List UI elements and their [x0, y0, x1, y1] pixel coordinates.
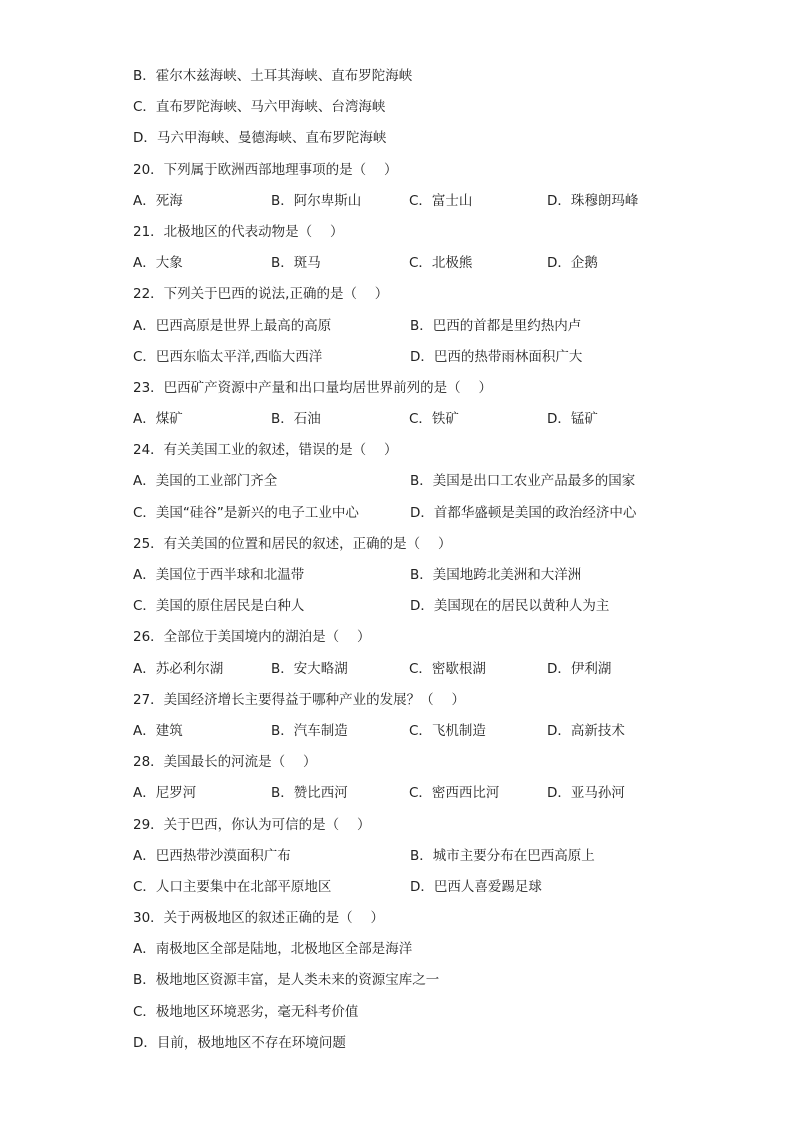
- option-item: C．北极熊: [409, 255, 473, 272]
- option-item: B．石油: [271, 411, 321, 428]
- option-row: [133, 721, 693, 752]
- text-line: 23．巴西矿产资源中产量和出口量均居世界前列的是（ ）: [133, 379, 492, 396]
- text-line: 24．有关美国工业的叙述，错误的是（ ）: [133, 442, 398, 459]
- option-item: D．亚马孙河: [547, 785, 625, 802]
- text-line: D．马六甲海峡、曼德海峡、直布罗陀海峡: [133, 130, 387, 147]
- option-item: D．巴西人喜爱踢足球: [410, 878, 542, 895]
- text-line: 28．美国最长的河流是（ ）: [133, 754, 317, 771]
- option-row: [133, 503, 693, 534]
- text-line: 30．关于两极地区的叙述正确的是（ ）: [133, 910, 384, 927]
- text-line: B．霍尔木兹海峡、土耳其海峡、直布罗陀海峡: [133, 68, 413, 84]
- option-item: A．煤矿: [133, 411, 183, 428]
- option-item: A．建筑: [133, 722, 183, 739]
- option-item: D．美国现在的居民以黄种人为主: [410, 598, 610, 615]
- text-line: C．直布罗陀海峡、马六甲海峡、台湾海峡: [133, 99, 386, 116]
- option-item: D．伊利湖: [547, 660, 612, 677]
- option-item: C．美国“硅谷”是新兴的电子工业中心: [133, 504, 359, 521]
- text-line: 27．美国经济增长主要得益于哪种产业的发展？（ ）: [133, 691, 465, 708]
- option-item: B．斑马: [271, 255, 321, 272]
- option-item: B．巴西的首都是里约热内卢: [410, 317, 582, 334]
- text-line: 26．全部位于美国境内的湖泊是（ ）: [133, 629, 371, 646]
- text-line: C．极地地区环境恶劣，毫无科考价值: [133, 1003, 359, 1020]
- option-item: B．赞比西河: [271, 785, 348, 802]
- option-item: B．安大略湖: [271, 660, 348, 677]
- option-item: A．死海: [133, 192, 183, 209]
- option-item: A．尼罗河: [133, 785, 197, 802]
- option-item: A．巴西热带沙漠面积广布: [133, 847, 291, 864]
- option-row: [133, 409, 693, 440]
- option-row: [133, 191, 693, 222]
- option-item: C．飞机制造: [409, 722, 486, 739]
- option-item: A．大象: [133, 255, 183, 272]
- option-item: D．锰矿: [547, 411, 598, 428]
- option-item: B．汽车制造: [271, 722, 348, 739]
- option-item: C．铁矿: [409, 411, 459, 428]
- option-item: B．城市主要分布在巴西高原上: [410, 847, 595, 864]
- option-item: B．阿尔卑斯山: [271, 192, 362, 209]
- option-item: B．美国是出口工农业产品最多的国家: [410, 473, 636, 490]
- option-row: [133, 565, 693, 596]
- option-row: [133, 783, 693, 814]
- option-item: C．密西西比河: [409, 785, 500, 802]
- exam-page: [133, 66, 693, 1064]
- option-item: A．苏必利尔湖: [133, 660, 224, 677]
- option-row: [133, 471, 693, 502]
- option-row: [133, 596, 693, 627]
- option-item: D．首都华盛顿是美国的政治经济中心: [410, 504, 637, 521]
- text-line: 25．有关美国的位置和居民的叙述，正确的是（ ）: [133, 535, 452, 552]
- text-line: A．南极地区全部是陆地，北极地区全部是海洋: [133, 941, 413, 958]
- option-item: A．巴西高原是世界上最高的高原: [133, 317, 332, 334]
- option-row: [133, 316, 693, 347]
- option-item: C．富士山: [409, 192, 473, 209]
- text-line: 22．下列关于巴西的说法,正确的是（ ）: [133, 286, 389, 303]
- option-item: D．企鹅: [547, 255, 598, 272]
- option-item: D．高新技术: [547, 722, 625, 739]
- option-item: D．珠穆朗玛峰: [547, 192, 639, 209]
- text-line: 29．关于巴西，你认为可信的是（ ）: [133, 816, 371, 833]
- option-row: [133, 659, 693, 690]
- text-line: 20．下列属于欧洲西部地理事项的是（ ）: [133, 161, 398, 178]
- option-row: [133, 347, 693, 378]
- text-line: D．目前，极地地区不存在环境问题: [133, 1034, 346, 1051]
- option-item: B．美国地跨北美洲和大洋洲: [410, 567, 582, 583]
- text-line: 21．北极地区的代表动物是（ ）: [133, 223, 344, 240]
- option-item: C．人口主要集中在北部平原地区: [133, 878, 332, 895]
- option-item: A．美国的工业部门齐全: [133, 473, 278, 490]
- option-item: C．巴西东临太平洋,西临大西洋: [133, 348, 323, 365]
- option-row: [133, 253, 693, 284]
- option-item: D．巴西的热带雨林面积广大: [410, 348, 583, 365]
- option-row: [133, 846, 693, 877]
- option-row: [133, 877, 693, 908]
- option-item: C．美国的原住居民是白种人: [133, 598, 305, 615]
- option-item: A．美国位于西半球和北温带: [133, 567, 305, 583]
- text-line: B．极地地区资源丰富，是人类未来的资源宝库之一: [133, 972, 440, 989]
- option-item: C．密歇根湖: [409, 660, 486, 677]
